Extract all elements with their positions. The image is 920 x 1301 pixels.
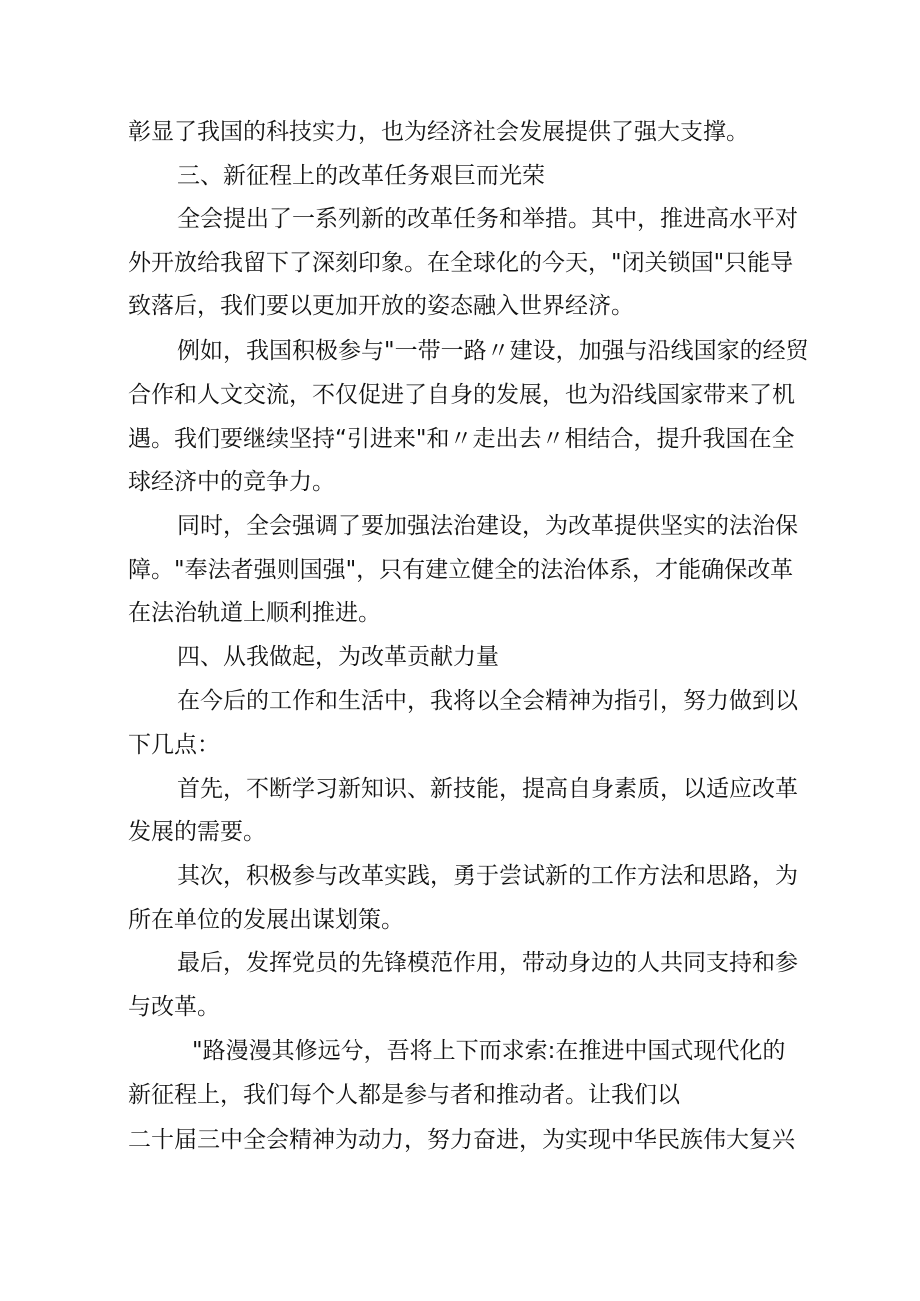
paragraph-line: 首先，不断学习新知识、新技能，提高自身素质，以适应改革 (177, 776, 798, 802)
paragraph-line: 所在单位的发展出谋划策。 (128, 907, 404, 933)
paragraph-line: 在今后的工作和生活中，我将以全会精神为指引，努力做到以 (177, 688, 798, 714)
paragraph-line: 最后，发挥党员的先锋模范作用，带动身边的人共同支持和参 (177, 950, 798, 976)
paragraph-line: 发展的需要。 (128, 819, 266, 845)
paragraph-line: 球经济中的竞争力。 (128, 469, 335, 495)
paragraph-line: 遇。我们要继续坚持“引进来"和〃走出去〃相结合，提升我国在全 (128, 426, 795, 452)
paragraph-line: 下几点： (128, 732, 220, 758)
paragraph-line: 同时，全会强调了要加强法治建设，为改革提供坚实的法治保 (177, 513, 798, 539)
paragraph-line: 障。"奉法者强则国强"，只有建立健全的法治体系，才能确保改革 (128, 557, 794, 583)
paragraph-line: 在法治轨道上顺利推进。 (128, 600, 381, 626)
paragraph-line: 与改革。 (128, 994, 220, 1020)
text-line: 彰显了我国的科技实力，也为经济社会发展提供了强大支撑。 (128, 119, 749, 145)
section-heading: 四、从我做起，为改革贡献力量 (177, 644, 499, 670)
paragraph-line: 新征程上，我们每个人都是参与者和推动者。让我们以 (128, 1082, 680, 1108)
paragraph-line: 其次，积极参与改革实践，勇于尝试新的工作方法和思路，为 (177, 863, 798, 889)
section-heading: 三、新征程上的改革任务艰巨而光荣 (177, 163, 545, 189)
paragraph-line: 致落后，我们要以更加开放的姿态融入世界经济。 (128, 293, 634, 319)
paragraph-line: 二十届三中全会精神为动力，努力奋进，为实现中华民族伟大复兴 (128, 1127, 795, 1153)
paragraph-line: 外开放给我留下了深刻印象。在全球化的今天，"闭关锁国"只能导 (128, 250, 794, 276)
paragraph-line: 合作和人文交流，不仅促进了自身的发展，也为沿线国家带来了机 (128, 382, 795, 408)
paragraph-line: "路漫漫其修远兮，吾将上下而求索:在推进中国式现代化的 (192, 1038, 786, 1064)
paragraph-line: 全会提出了一系列新的改革任务和举措。其中，推进高水平对 (177, 206, 798, 232)
paragraph-line: 例如，我国积极参与"一带一路〃建设，加强与沿线国家的经贸 (177, 338, 809, 364)
